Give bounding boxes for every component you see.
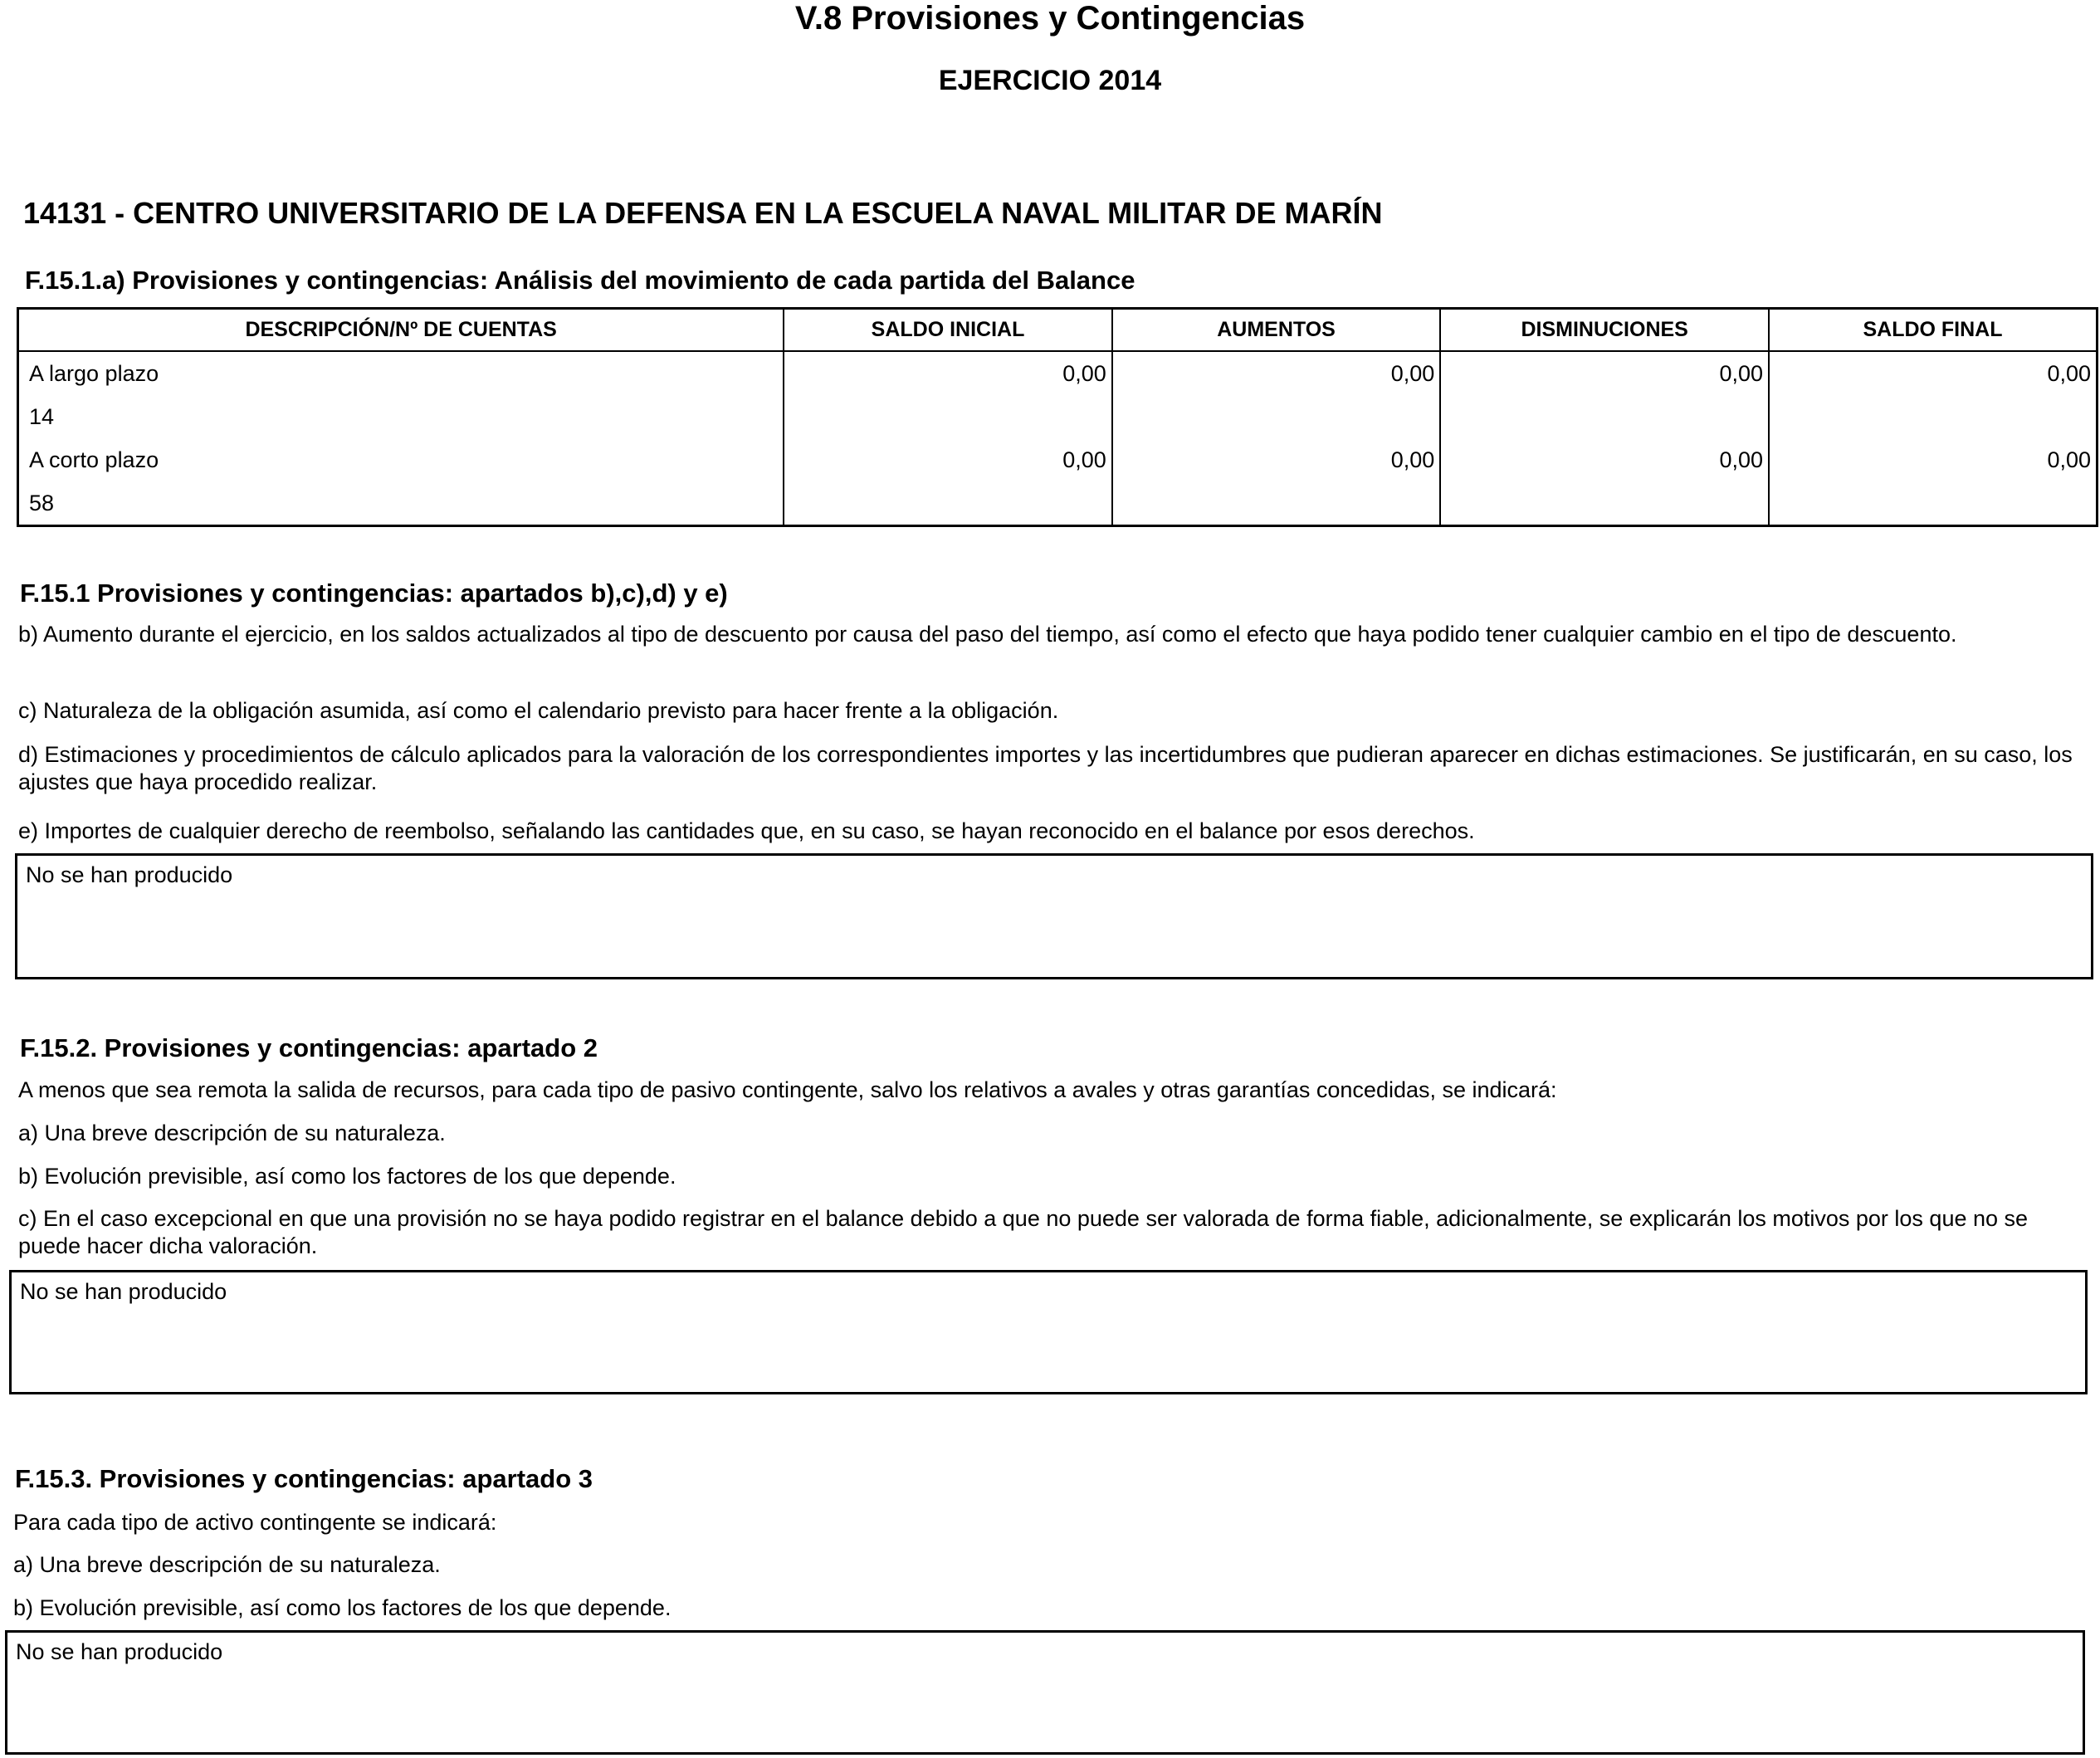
row-description: A largo plazo xyxy=(18,351,784,395)
column-header-description: DESCRIPCIÓN/Nº DE CUENTAS xyxy=(18,309,784,352)
section-f153-heading: F.15.3. Provisiones y contingencias: apartado 3 xyxy=(15,1464,593,1493)
saldo-final-cell xyxy=(1769,481,2098,526)
saldo-inicial-cell xyxy=(784,481,1111,526)
f151-item-b: b) Aumento durante el ejercicio, en los saldos actualizados al tipo de descuento por causa del paso del tiempo, así como el efecto que haya podido tener cualquier cambio en el tipo de descuento. xyxy=(18,622,1957,647)
table-row xyxy=(18,438,2098,481)
aumentos-cell xyxy=(1112,395,1441,438)
table-row xyxy=(18,351,2098,395)
f153-answer-box xyxy=(5,1630,2085,1755)
column-header-disminuciones: DISMINUCIONES xyxy=(1440,309,1769,352)
f151-item-d: d) Estimaciones y procedimientos de cálculo aplicados para la valoración de los correspondientes importes y las incertidumbres que pudieran aparecer en dichas estimaciones. Se justificarán, en su caso, los ajustes que haya procedido realizar. xyxy=(18,742,2073,794)
saldo-inicial-cell: 0,00 xyxy=(784,438,1111,481)
table-row xyxy=(18,481,2098,526)
saldo-inicial-cell xyxy=(784,395,1111,438)
f152-item-b: b) Evolución previsible, así como los factores de los que depende. xyxy=(18,1164,676,1189)
f152-item-a: a) Una breve descripción de su naturaleza. xyxy=(18,1121,446,1145)
f153-intro: Para cada tipo de activo contingente se indicará: xyxy=(13,1510,497,1535)
table-row xyxy=(18,395,2098,438)
page-title: V.8 Provisiones y Contingencias xyxy=(794,0,1306,37)
row-description: A corto plazo xyxy=(18,438,784,481)
f151-item-e: e) Importes de cualquier derecho de reembolso, señalando las cantidades que, en su caso, se hayan reconocido en el balance por esos derechos. xyxy=(18,818,1475,843)
f152-answer-box xyxy=(9,1270,2088,1394)
section-f151a-heading: F.15.1.a) Provisiones y contingencias: Análisis del movimiento de cada partida del Balance xyxy=(25,266,1135,295)
f153-item-b: b) Evolución previsible, así como los factores de los que depende. xyxy=(13,1595,672,1620)
row-description: 14 xyxy=(18,395,784,438)
aumentos-cell: 0,00 xyxy=(1112,438,1441,481)
column-header-aumentos: AUMENTOS xyxy=(1112,309,1441,352)
disminuciones-cell: 0,00 xyxy=(1440,438,1769,481)
section-f151-heading: F.15.1 Provisiones y contingencias: apartados b),c),d) y e) xyxy=(20,579,728,608)
column-header-saldo-final: SALDO FINAL xyxy=(1769,309,2098,352)
f153-item-a: a) Una breve descripción de su naturaleza. xyxy=(13,1552,441,1577)
f151-answer-box xyxy=(15,853,2093,979)
f151-item-c: c) Naturaleza de la obligación asumida, así como el calendario previsto para hacer frente a la obligación. xyxy=(18,698,1059,723)
f152-item-c: c) En el caso excepcional en que una provisión no se haya podido registrar en el balance debido a que no puede ser valorada de forma fiable, adicionalmente, se explicarán los motivos por los que no se puede hacer dicha valoración. xyxy=(18,1206,2029,1258)
f152-answer-text: No se han producido xyxy=(20,1279,227,1304)
provisions-movement-table xyxy=(17,307,2098,527)
f153-answer-text: No se han producido xyxy=(16,1639,223,1664)
table-header-row xyxy=(18,309,2098,352)
section-f152-heading: F.15.2. Provisiones y contingencias: apartado 2 xyxy=(20,1033,598,1062)
f152-intro: A menos que sea remota la salida de recursos, para cada tipo de pasivo contingente, salvo los relativos a avales y otras garantías concedidas, se indicará: xyxy=(18,1077,1557,1102)
disminuciones-cell xyxy=(1440,481,1769,526)
aumentos-cell xyxy=(1112,481,1441,526)
saldo-final-cell: 0,00 xyxy=(1769,438,2098,481)
saldo-inicial-cell: 0,00 xyxy=(784,351,1111,395)
entity-heading: 14131 - CENTRO UNIVERSITARIO DE LA DEFENSA EN LA ESCUELA NAVAL MILITAR DE MARÍN xyxy=(23,196,1383,230)
f151-answer-text: No se han producido xyxy=(26,862,233,887)
fiscal-year-subtitle: EJERCICIO 2014 xyxy=(938,65,1162,96)
row-description: 58 xyxy=(18,481,784,526)
aumentos-cell: 0,00 xyxy=(1112,351,1441,395)
disminuciones-cell xyxy=(1440,395,1769,438)
disminuciones-cell: 0,00 xyxy=(1440,351,1769,395)
column-header-saldo-inicial: SALDO INICIAL xyxy=(784,309,1111,352)
saldo-final-cell xyxy=(1769,395,2098,438)
saldo-final-cell: 0,00 xyxy=(1769,351,2098,395)
